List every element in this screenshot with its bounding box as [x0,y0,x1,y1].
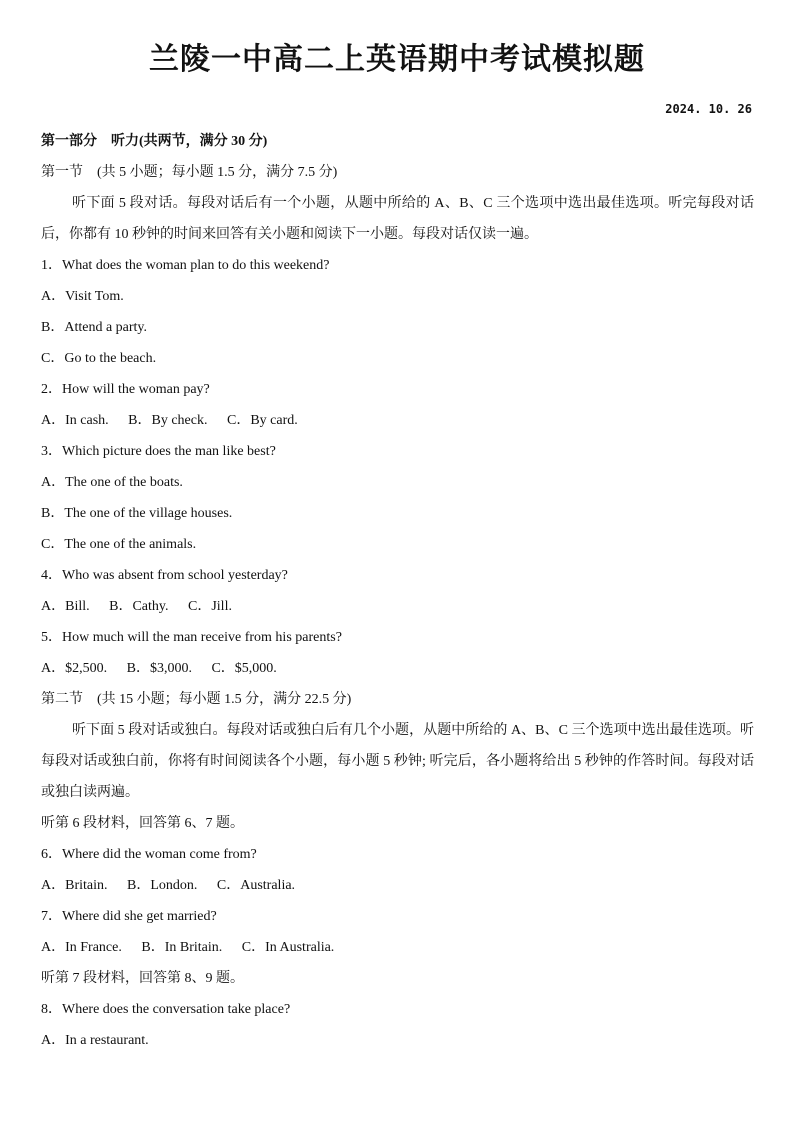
question-7-option-b: B．In Britain. [141,940,223,955]
question-6-stem: 6．Where did the woman come from? [41,847,257,862]
question-6-option-c: C．Australia. [216,878,296,893]
material-7-note: 听第 7 段材料，回答第 8、9 题。 [41,971,244,986]
question-4-option-b: B．Cathy. [109,599,169,614]
question-5-option-b: B．$3,000. [126,661,192,676]
question-2-option-a: A．In cash. [41,413,109,428]
question-6-option-b: B．London. [127,878,198,893]
question-3-option-c: C．The one of the animals. [41,537,197,552]
question-3-option-a: A．The one of the boats. [41,475,183,490]
question-1-stem: 1．What does the woman plan to do this weekend? [41,258,330,273]
question-4-stem: 4．Who was absent from school yesterday? [41,568,288,583]
question-4-options [41,591,754,622]
section1-heading: 第一节 (共 5 小题；每小题 1.5 分，满分 7.5 分) [41,165,338,180]
question-5-option-a: A．$2,500. [41,661,108,676]
exam-title: 兰陵一中高二上英语期中考试模拟题 [149,42,645,77]
question-2-option-b: B．By check. [128,413,208,428]
section2-heading: 第二节 (共 15 小题；每小题 1.5 分，满分 22.5 分) [41,692,352,707]
question-7-option-a: A．In France. [41,940,122,955]
question-4-option-a: A．Bill. [41,599,90,614]
question-5-options [41,653,754,684]
material-6-note: 听第 6 段材料，回答第 6、7 题。 [41,816,244,831]
question-2-option-c: C．By card. [226,413,298,428]
question-6-option-a: A．Britain. [41,878,108,893]
question-1-option-a: A．Visit Tom. [41,289,124,304]
question-7-stem: 7．Where did she get married? [41,909,217,924]
question-1-option-c: C．Go to the beach. [41,351,157,366]
part1-heading: 第一部分 听力(共两节，满分 30 分) [41,134,268,149]
section1-instruction: 听下面 5 段对话。每段对话后有一个小题，从题中所给的 A、B、C 三个选项中选出最佳选项。听完每段对话后，你都有 10 秒钟的时间来回答有关小题和阅读下一小题。每段对话仅读一遍。 [41,196,754,242]
question-5-option-c: C．$5,000. [211,661,277,676]
question-6-options [41,870,754,901]
question-8-option-a: A．In a restaurant. [41,1033,149,1048]
question-3-stem: 3．Which picture does the man like best? [41,444,276,459]
question-5-stem: 5．How much will the man receive from his parents? [41,630,342,645]
exam-content [41,126,754,1056]
question-2-stem: 2．How will the woman pay? [41,382,210,397]
question-7-options [41,932,754,963]
question-4-option-c: C．Jill. [188,599,232,614]
exam-date: 2024. 10. 26 [665,102,752,116]
section2-instruction: 听下面 5 段对话或独白。每段对话或独白后有几个小题，从题中所给的 A、B、C 三个选项中选出最佳选项。听每段对话或独白前，你将有时间阅读各个小题，每小题 5 秒钟; 听完后，各小题将给出 5 秒钟的作答时间。每段对话或独白读两遍。 [41,723,754,800]
question-3-option-b: B．The one of the village houses. [41,506,233,521]
question-8-stem: 8．Where does the conversation take place? [41,1002,291,1017]
question-2-options [41,405,754,436]
question-7-option-c: C．In Australia. [241,940,335,955]
question-1-option-b: B．Attend a party. [41,320,148,335]
